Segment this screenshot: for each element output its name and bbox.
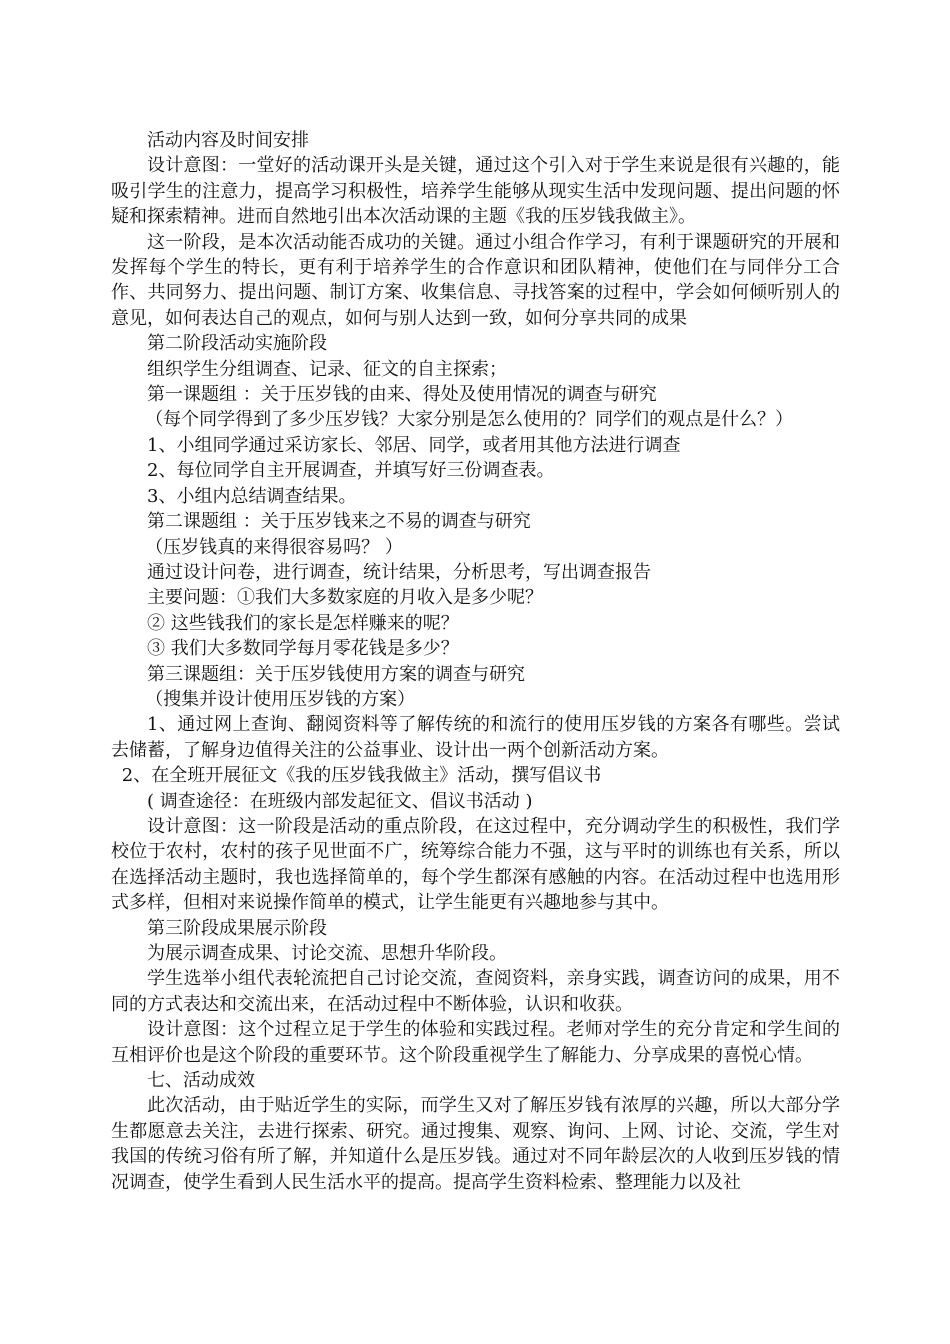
list-item-3: 3、小组内总结调查结果。 — [147, 485, 357, 507]
paragraph-main-question-3: ③ 我们大多数同学每月零花钱是多少？ — [147, 638, 459, 660]
paragraph-design-intent-2: 设计意图：这一阶段是活动的重点阶段，在这过程中，充分调动学生的积极性，我们学校位于农村，农村的孩子见世面不广，统筹综合能力不强，这与平时的训练也有关系，所以在选择活动主题时，我也选择简单的，每个学生都深有感触的内容。在活动过程中也选用形式多样，但相对来说操作简单的模式，让学生能更有兴趣地参与其中。 — [111, 815, 840, 914]
paragraph-stage-key: 这一阶段，是本次活动能否成功的关键。通过小组合作学习，有利于课题研究的开展和发挥每个学生的特长，更有利于培养学生的合作意识和团队精神，使他们在与同伴分工合作、共同努力、提出问题、制订方案、收集信息、寻找答案的过程中，学会如何倾听别人的意见，如何表达自己的观点，如何与别人达到一致，如何分享共同的成果 — [111, 231, 840, 329]
heading-activity-results: 七、活动成效 — [147, 1070, 255, 1092]
paragraph-group-two-question: （压岁钱真的来得很容易吗？ ） — [145, 536, 403, 558]
paragraph-questionnaire: 通过设计问卷，进行调查，统计结果，分析思考，写出调查报告 — [147, 561, 651, 583]
paragraph-main-question-1: 主要问题：①我们大多数家庭的月收入是多少呢？ — [147, 587, 543, 609]
paragraph-online-research: 1、通过网上查询、翻阅资料等了解传统的和流行的使用压岁钱的方案各有哪些。尝试去储蓄，了解身边值得关注的公益事业、设计出一两个创新活动方案。 — [111, 714, 840, 761]
paragraph-results: 此次活动，由于贴近学生的实际，而学生又对了解压岁钱有浓厚的兴趣，所以大部分学生都愿意去关注，去进行探索、研究。通过搜集、观察、询问、上网、讨论、交流，学生对我国的传统习俗有所了解，并知道什么是压岁钱。通过对不同年龄层次的人收到压岁钱的情况调查，使学生看到人民生活水平的提高。提高学生资料检索、整理能力以及社 — [111, 1095, 840, 1193]
paragraph-group-one-questions: （每个同学得到了多少压岁钱？大家分别是怎么使用的？同学们的观点是什么？） — [145, 409, 794, 431]
paragraph-group-three-scheme: （搜集并设计使用压岁钱的方案） — [145, 688, 416, 710]
heading-group-two: 第二课题组 ：关于压岁钱来之不易的调查与研究 — [147, 511, 531, 533]
list-item-2: 2、每位同学自主开展调查，并填写好三份调查表。 — [147, 460, 555, 482]
paragraph-survey-approach: ( 调查途径：在班级内部发起征文、倡议书活动 ) — [147, 790, 533, 812]
heading-stage-three: 第三阶段成果展示阶段 — [147, 917, 327, 939]
paragraph-group-representatives: 学生选举小组代表轮流把自己讨论交流，查阅资料，亲身实践，调查访问的成果，用不同的方式表达和交流出来，在活动过程中不断体验，认识和收获。 — [111, 968, 840, 1015]
paragraph-essay-activity: 2、在全班开展征文《我的压岁钱我做主》活动，撰写倡议书 — [121, 765, 602, 787]
paragraph-showcase: 为展示调查成果、讨论交流、思想升华阶段。 — [147, 943, 507, 964]
heading-activity-schedule: 活动内容及时间安排 — [147, 130, 309, 151]
paragraph-main-question-2: ② 这些钱我们的家长是怎样赚来的呢？ — [147, 612, 459, 634]
paragraph-organize-groups: 组织学生分组调查、记录、征文的自主探索； — [147, 358, 507, 380]
list-item-1: 1、小组同学通过采访家长、邻居、同学，或者用其他方法进行调查 — [147, 434, 681, 456]
heading-group-three: 第三课题组：关于压岁钱使用方案的调查与研究 — [147, 663, 525, 685]
heading-group-one: 第一课题组 ：关于压岁钱的由来、得处及使用情况的调查与研究 — [147, 384, 657, 406]
heading-stage-two: 第二阶段活动实施阶段 — [147, 333, 327, 355]
paragraph-design-intent-1: 设计意图：一堂好的活动课开头是关键，通过这个引入对于学生来说是很有兴趣的，能吸引学生的注意力，提高学习积极性，培养学生能够从现实生活中发现问题、提出问题的怀疑和探索精神。进而自然地引出本次活动课的主题《我的压岁钱我做主》。 — [111, 155, 840, 228]
paragraph-design-intent-3: 设计意图：这个过程立足于学生的体验和实践过程。老师对学生的充分肯定和学生间的互相评价也是这个阶段的重要环节。这个阶段重视学生了解能力、分享成果的喜悦心情。 — [111, 1019, 840, 1066]
